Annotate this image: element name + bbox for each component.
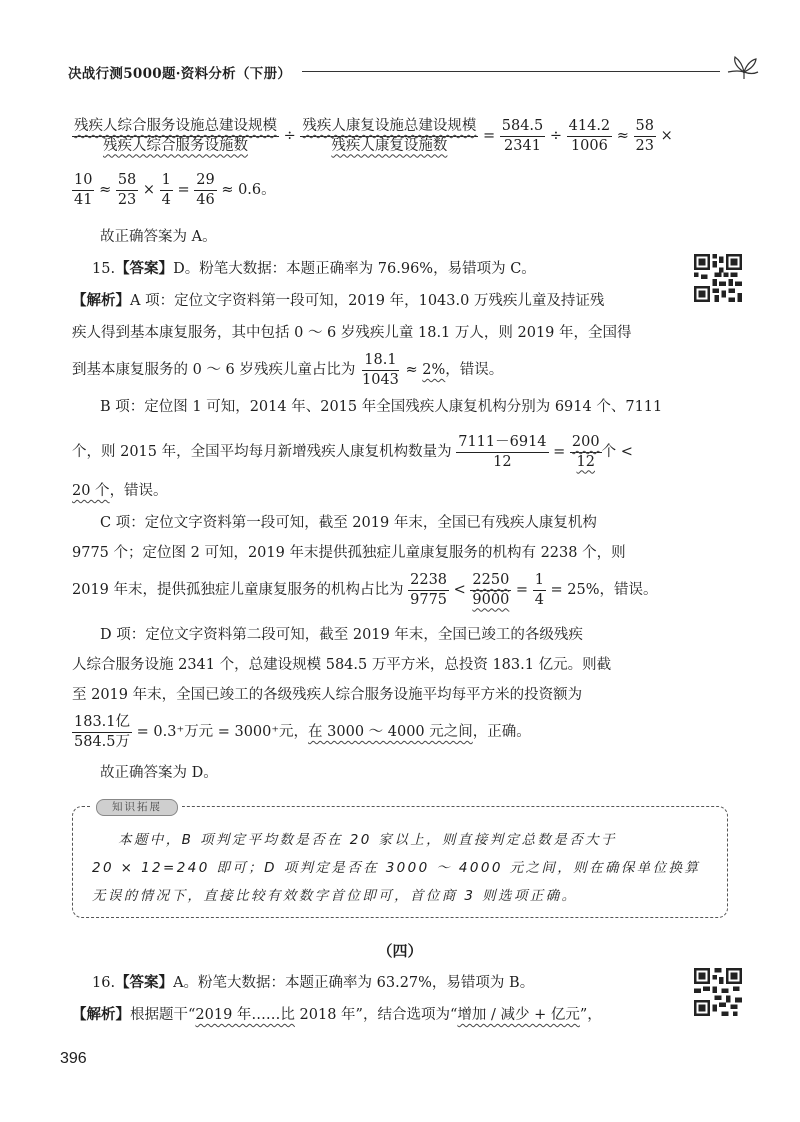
q15-analysis-a-line3: 到基本康复服务的 0 ～ 6 岁残疾儿童占比为 $\frac{18.1}{1043}$ ≈ 2%，错误。 — [72, 352, 504, 388]
q16-answer-line: 16.【答案】A。粉笔大数据：本题正确率为 63.27%，易错项为 B。 — [92, 974, 535, 991]
page-number: 396 — [60, 1050, 87, 1067]
tip-badge-label: 知识拓展 — [96, 799, 178, 816]
tip-line-3: 无误的情况下，直接比较有效数字首位即可，首位商 3 则选项正确。 — [92, 888, 578, 904]
fraction: $\frac{10}{41}$ — [74, 172, 93, 208]
sprout-icon — [724, 50, 762, 82]
q15-analysis-d-line2: 人综合服务设施 2341 个，总建设规模 584.5 万平方米，总投资 183.1 亿元。则截 — [72, 657, 612, 673]
answer-tag: 【答案】 — [115, 974, 174, 991]
tip-line-1: 本题中，B 项判定平均数是否在 20 家以上，则直接判定总数是否大于 — [118, 832, 617, 848]
q15-analysis-c-line2: 9775 个；定位图 2 可知，2019 年末提供孤独症儿童康复服务的机构有 2238 个，则 — [72, 545, 626, 561]
formula-line-2: $\frac{10}{41}$ ≈ $\frac{58}{23}$ × $\frac{1}{4}$ = $\frac{29}{46}$ ≈ 0.6。 — [74, 172, 276, 208]
qr-code-icon[interactable] — [694, 254, 742, 302]
fraction: $\frac{1}{4}$ — [161, 172, 171, 208]
q15-analysis-d-line1: D 项：定位文字资料第二段可知，截至 2019 年末，全国已竣工的各级残疾 — [100, 627, 583, 643]
header-rule — [302, 71, 720, 72]
fraction: $\frac{29}{46}$ — [196, 172, 215, 208]
q15-final-answer: 故正确答案为 D。 — [100, 765, 218, 781]
fraction: $\frac{58}{23}$ — [635, 118, 654, 154]
fraction: $\frac{\text{残疾人康复设施总建设规模}}{\text{残疾人康复设施数}}$ — [302, 118, 477, 154]
q15-analysis-c-line1: C 项：定位文字资料第一段可知，截至 2019 年末，全国已有残疾人康复机构 — [100, 515, 597, 531]
tip-line-2: 20 × 12=240 即可；D 项判定是否在 3000 ～ 4000 元之间，则在确保单位换算 — [92, 860, 701, 876]
q15-analysis-a-line2: 疾人得到基本康复服务，其中包括 0 ～ 6 岁残疾儿童 18.1 万人，则 2019 年，全国得 — [72, 325, 632, 341]
q15-analysis-b-line2: 个，则 2015 年，全国平均每月新增残疾人康复机构数量为 $\frac{7111-6914}{12}$ = $\frac{200}{12}$ 个 < — [72, 434, 633, 470]
analysis-tag: 【解析】 — [72, 1006, 130, 1023]
q15-analysis-a-line1: 【解析】A 项：定位文字资料第一段可知，2019 年，1043.0 万残疾儿童及持证残 — [72, 292, 605, 309]
answer-line-14: 故正确答案为 A。 — [100, 229, 217, 245]
section-title: （四） — [377, 942, 423, 960]
fraction: $\frac{2250}{9000}$ — [472, 572, 510, 608]
q15-analysis-b-line1: B 项：定位图 1 可知，2014 年、2015 年全国残疾人康复机构分别为 6914 个、7111 — [100, 399, 663, 415]
fraction: $\frac{18.1}{1043}$ — [362, 352, 399, 388]
q15-analysis-d-line3: 至 2019 年末，全国已竣工的各级残疾人综合服务设施平均每平方米的投资额为 — [72, 687, 583, 703]
q15-answer-line: 15.【答案】D。粉笔大数据：本题正确率为 76.96%，易错项为 C。 — [92, 260, 536, 277]
fraction: $\frac{584.5}{2341}$ — [501, 118, 544, 154]
q15-analysis-d-line4: $\frac{\text{183.1亿}}{\text{584.5万}}$ = 0.3⁺万元 = 3000⁺元，在 3000 ～ 4000 元之间，正确。 — [74, 714, 531, 750]
fraction: $\frac{\text{183.1亿}}{\text{584.5万}}$ — [74, 714, 131, 750]
formula-line-1: $\frac{\text{残疾人综合服务设施总建设规模}}{\text{残疾人综合服务设施数}}$ ÷ $\frac{\text{残疾人康复设施总建设规模}}{\text{残疾人康复设施数}}$ = $\frac{584.5}{2341}$ ÷ $\frac{414.2}{1006}$ ≈ $\frac{58}{23}$ × — [74, 118, 673, 154]
fraction: $\frac{\text{残疾人综合服务设施总建设规模}}{\text{残疾人综合服务设施数}}$ — [74, 118, 277, 154]
q15-analysis-c-line3: 2019 年末，提供孤独症儿童康复服务的机构占比为 $\frac{2238}{9775}$ < $\frac{2250}{9000}$ = $\frac{1}{4}$ = 25%，错误。 — [72, 572, 658, 608]
tip-badge — [92, 796, 182, 818]
fraction: $\frac{58}{23}$ — [117, 172, 137, 208]
analysis-tag: 【解析】 — [72, 292, 130, 309]
running-header-title: 决战行测5000题·资料分析（下册） — [68, 66, 292, 82]
fraction: $\frac{200}{12}$ — [571, 434, 600, 470]
fraction: $\frac{1}{4}$ — [534, 572, 544, 608]
qr-code-icon[interactable] — [694, 968, 742, 1016]
q16-analysis-line: 【解析】根据题干“2019 年……比 2018 年”，结合选项为“增加 / 减少 + 亿元”， — [72, 1006, 602, 1023]
fraction: $\frac{414.2}{1006}$ — [568, 118, 611, 154]
fraction: $\frac{7111-6914}{12}$ — [458, 434, 547, 470]
q15-analysis-b-line3: 20 个，错误。 — [72, 483, 168, 499]
fraction: $\frac{2238}{9775}$ — [410, 572, 448, 608]
answer-tag: 【答案】 — [115, 260, 174, 277]
